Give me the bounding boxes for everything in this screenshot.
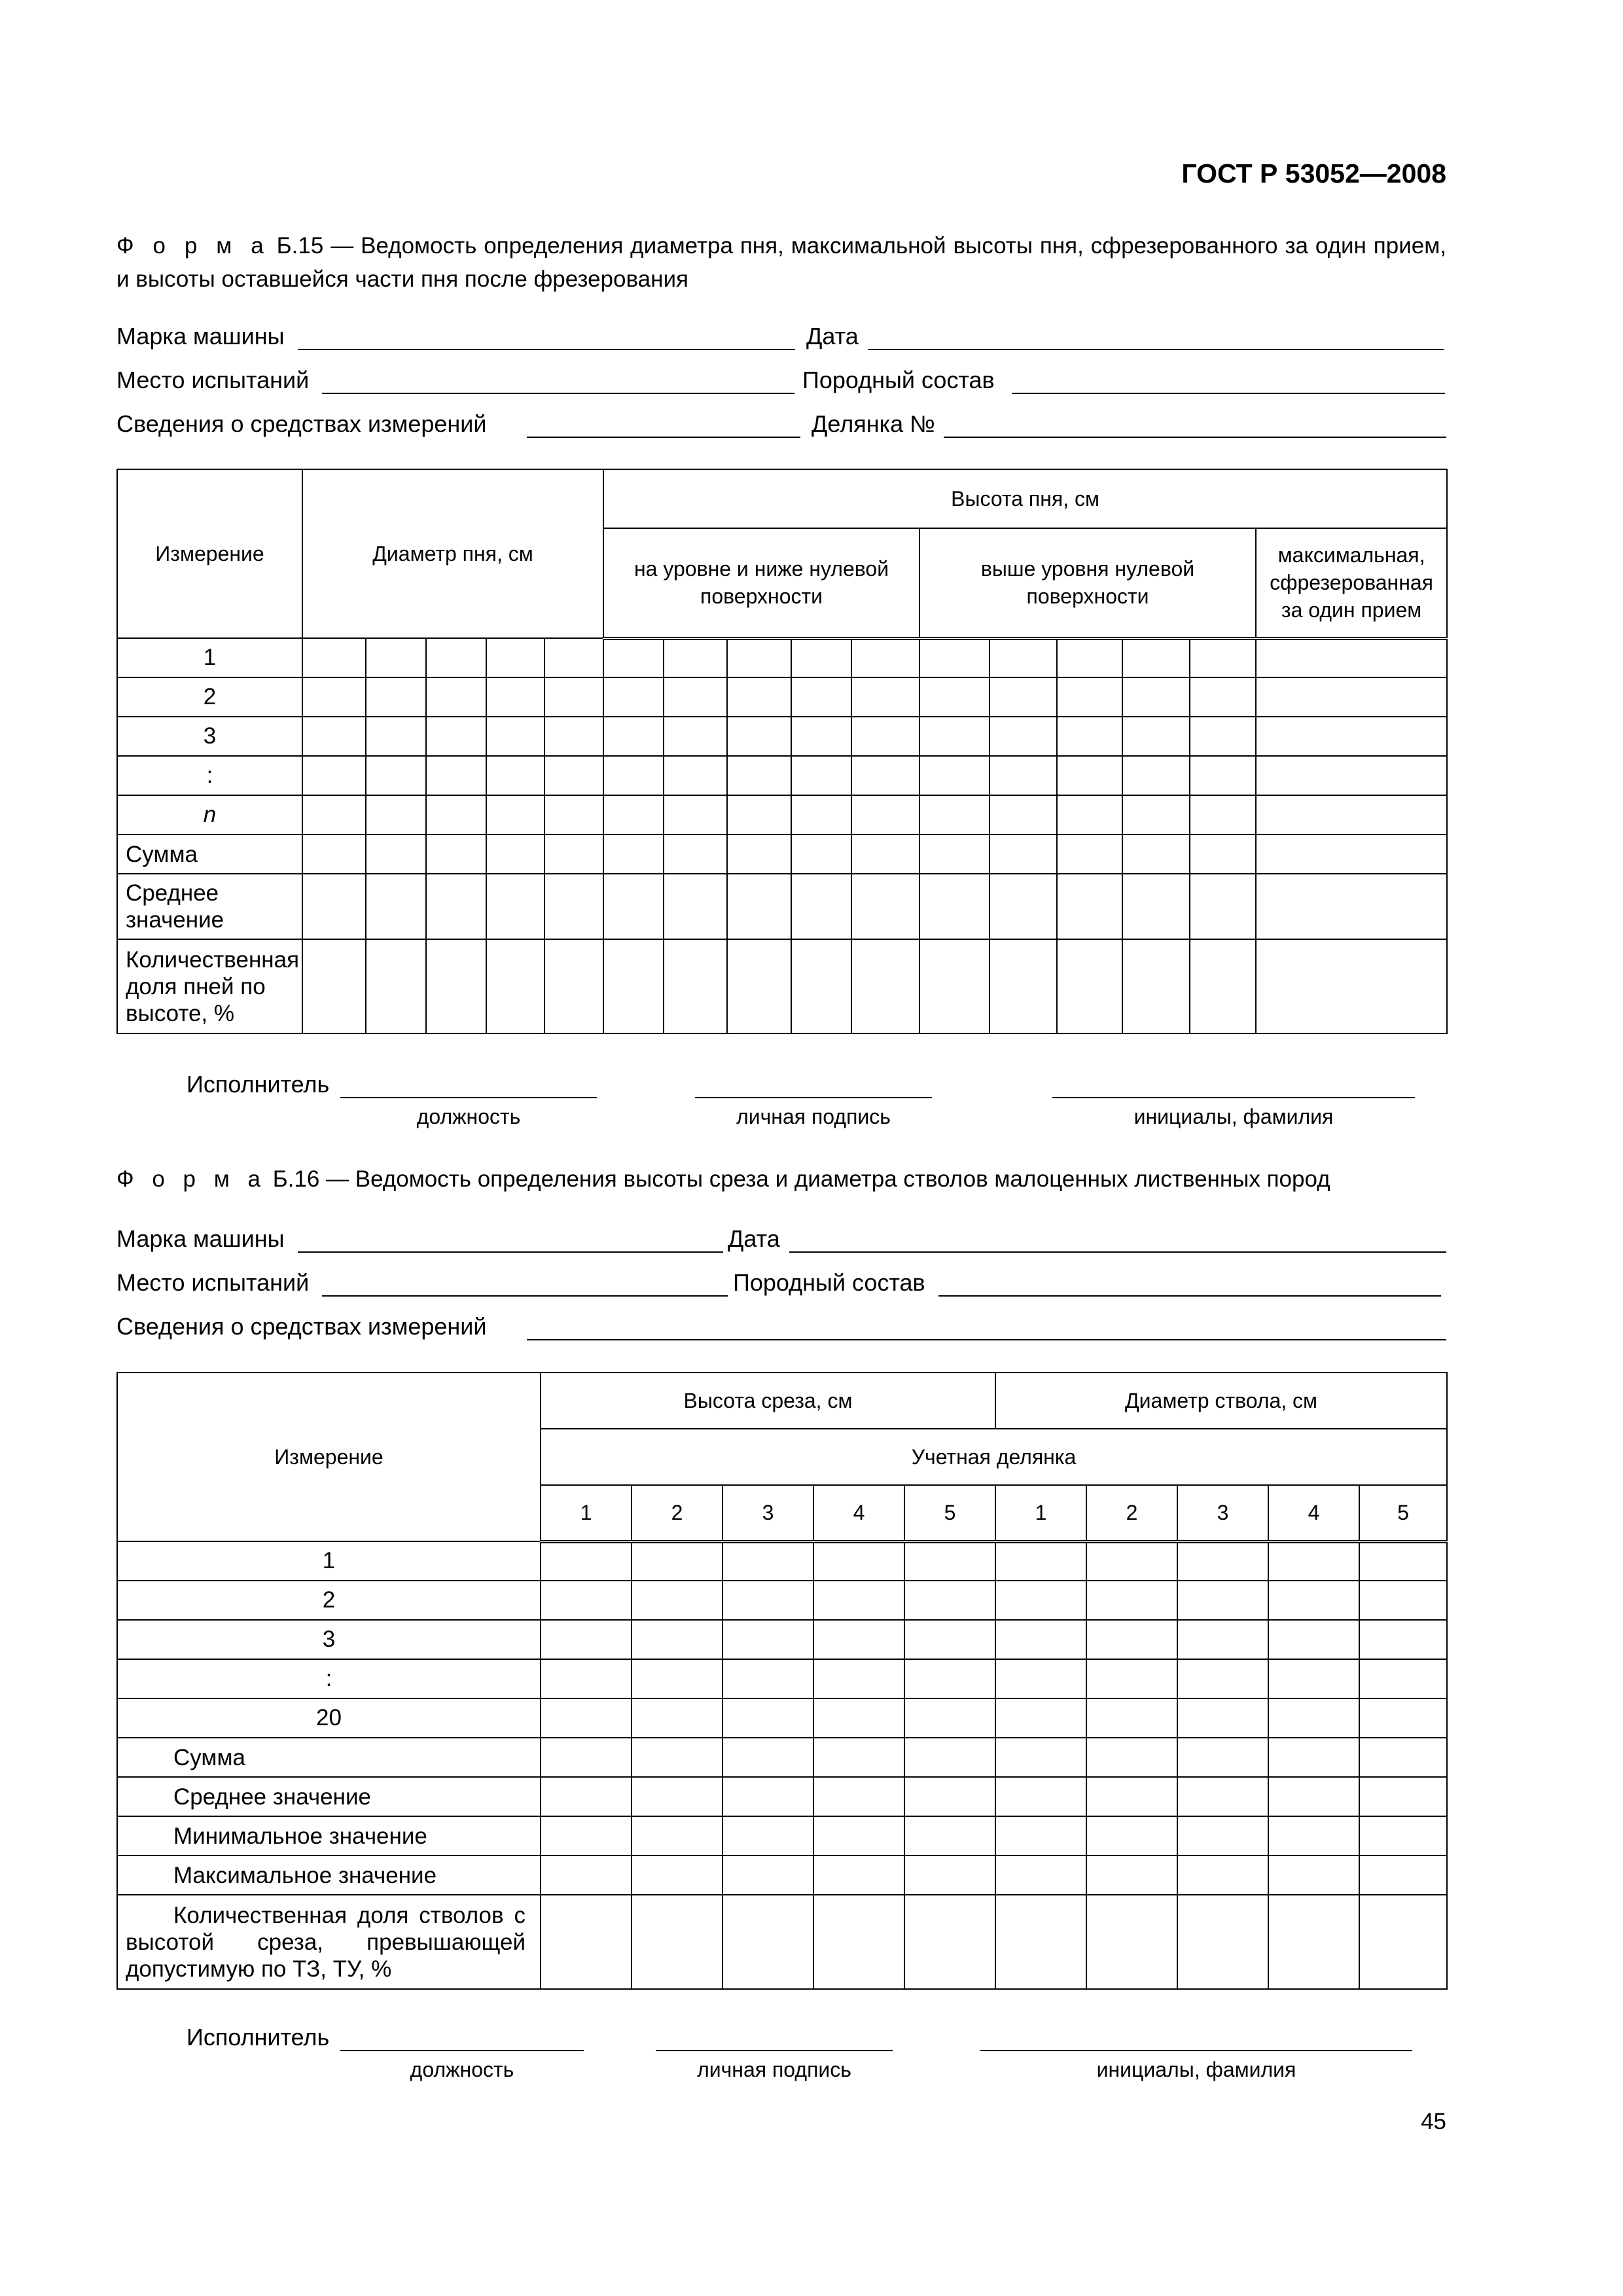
plot-number: 5: [904, 1485, 995, 1541]
table-row: [117, 1856, 1447, 1895]
form15-machine-label: Марка машины: [116, 323, 285, 350]
form16-name-caption: инициалы, фамилия: [1096, 2058, 1296, 2081]
form15-name-field[interactable]: [1052, 1097, 1415, 1098]
row-label: 2: [117, 1581, 541, 1620]
form15-machine-field[interactable]: [298, 349, 795, 350]
table-row: [117, 1895, 1447, 1989]
form16-place-field[interactable]: [322, 1295, 728, 1297]
form16-name-field[interactable]: [980, 2050, 1412, 2051]
table-row: [117, 1581, 1447, 1620]
col-header-height: Высота пня, см: [603, 469, 1447, 528]
form15-name-caption: инициалы, фамилия: [1133, 1105, 1334, 1128]
table-row: [117, 874, 1447, 939]
row-label: 3: [117, 717, 302, 756]
form15-table: [116, 469, 1448, 1034]
table-row: [117, 1659, 1447, 1698]
form16-sign-field[interactable]: [656, 2050, 893, 2051]
form15-date-label: Дата: [806, 323, 859, 350]
row-label: 2: [117, 677, 302, 717]
form16-table: [116, 1372, 1448, 1990]
row-label: 3: [117, 1620, 541, 1659]
col-header-diameter: Диаметр пня, см: [302, 469, 603, 638]
col-header-plot: Учетная делянка: [541, 1429, 1447, 1485]
form16-species-field[interactable]: [938, 1295, 1441, 1297]
plot-number: 3: [722, 1485, 813, 1541]
form15-sign-caption: личная подпись: [736, 1105, 891, 1128]
col-header-height-above: выше уровня нулевой поверхности: [919, 528, 1256, 638]
form16-sign-caption: личная подпись: [697, 2058, 851, 2081]
form16-instruments-label: Сведения о средствах измерений: [116, 1313, 487, 1340]
plot-number: 5: [1359, 1485, 1447, 1541]
page-number: 45: [1421, 2109, 1446, 2134]
form15-sign-field[interactable]: [695, 1097, 932, 1098]
row-label: Среднее значение: [117, 874, 302, 939]
col-header-height-below: на уровне и ниже нулевой поверхности: [603, 528, 919, 638]
col-header-height-max: максимальная, сфрезерованная за один прием: [1256, 528, 1447, 638]
col-header-measure: Измерение: [117, 1372, 541, 1541]
row-label: :: [117, 1659, 541, 1698]
plot-number: 2: [632, 1485, 722, 1541]
form16-instruments-field[interactable]: [527, 1339, 1446, 1340]
row-label: Количественная доля стволов с высотой среза, превышающей допустимую по ТЗ, ТУ, %: [117, 1895, 541, 1989]
form15-date-field[interactable]: [868, 349, 1444, 350]
form15-performer-label: Исполнитель: [187, 1071, 330, 1098]
table-row: [117, 1698, 1447, 1738]
plot-number: 3: [1177, 1485, 1268, 1541]
form16-caption: [116, 1162, 1446, 1196]
table-row: [117, 834, 1447, 874]
row-label: 20: [117, 1698, 541, 1738]
form15-caption: [116, 229, 1446, 296]
table-row: [117, 1620, 1447, 1659]
row-label: Сумма: [117, 834, 302, 874]
table-row: [117, 939, 1447, 1033]
form15-instruments-label: Сведения о средствах измерений: [116, 410, 487, 437]
form15-plot-field[interactable]: [944, 437, 1446, 438]
row-label: Максимальное значение: [117, 1856, 541, 1895]
table-row: [117, 1541, 1447, 1581]
form16-performer-label: Исполнитель: [187, 2024, 330, 2051]
table-row: [117, 638, 1447, 677]
form16-position-field[interactable]: [340, 2050, 584, 2051]
form16-label: Ф о р м а: [116, 1166, 266, 1192]
row-label: Среднее значение: [117, 1777, 541, 1816]
plot-number: 4: [813, 1485, 904, 1541]
form16-caption-text: Б.16 — Ведомость определения высоты среза и диаметра стволов малоценных лиственных пород: [272, 1166, 1330, 1192]
row-label: :: [117, 756, 302, 795]
form16-machine-label: Марка машины: [116, 1225, 285, 1252]
col-header-trunk-diameter: Диаметр ствола, см: [995, 1372, 1447, 1429]
form15-caption-text: Б.15 — Ведомость определения диаметра пня, максимальной высоты пня, сфрезерованного за один прием, и высоты оставшейся части пня после фрезерования: [116, 233, 1446, 292]
standard-number: ГОСТ Р 53052—2008: [1181, 158, 1446, 188]
form15-position-field[interactable]: [340, 1097, 597, 1098]
plot-number: 1: [541, 1485, 632, 1541]
form15-species-field[interactable]: [1012, 393, 1445, 394]
plot-number: 1: [995, 1485, 1086, 1541]
row-label: 1: [117, 638, 302, 677]
table-row: [117, 756, 1447, 795]
table-row: [117, 795, 1447, 834]
col-header-measure: Измерение: [117, 469, 302, 638]
form16-position-caption: должность: [410, 2058, 514, 2081]
table-row: [117, 1777, 1447, 1816]
form15-plot-label: Делянка №: [812, 410, 935, 437]
form15-species-label: Породный состав: [802, 367, 995, 393]
plot-number: 2: [1086, 1485, 1177, 1541]
row-label: Количественная доля пней по высоте, %: [117, 939, 302, 1033]
form15-place-field[interactable]: [322, 393, 794, 394]
table-row: [117, 1738, 1447, 1777]
form15-instruments-field[interactable]: [527, 437, 800, 438]
form16-machine-field[interactable]: [298, 1251, 723, 1253]
form16-species-label: Породный состав: [733, 1269, 925, 1296]
row-label: Минимальное значение: [117, 1816, 541, 1856]
form15-place-label: Место испытаний: [116, 367, 310, 393]
row-label: 1: [117, 1541, 541, 1581]
form16-date-label: Дата: [728, 1225, 780, 1252]
table-row: [117, 717, 1447, 756]
row-label: n: [117, 795, 302, 834]
form15-position-caption: должность: [416, 1105, 521, 1128]
table-row: [117, 1816, 1447, 1856]
col-header-cut-height: Высота среза, см: [541, 1372, 995, 1429]
form16-date-field[interactable]: [789, 1251, 1446, 1253]
form15-label: Ф о р м а: [116, 233, 270, 259]
table-row: [117, 677, 1447, 717]
form16-place-label: Место испытаний: [116, 1269, 310, 1296]
plot-number: 4: [1268, 1485, 1359, 1541]
row-label: Сумма: [117, 1738, 541, 1777]
